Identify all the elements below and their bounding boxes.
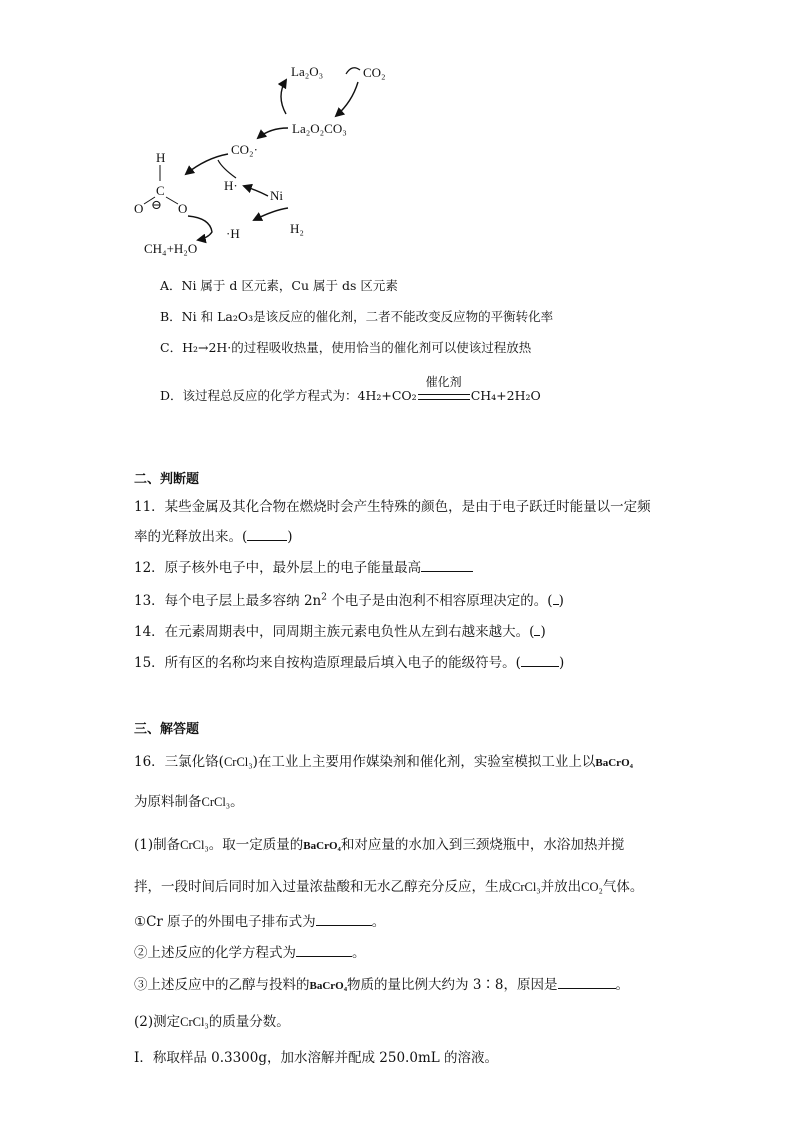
option-b: B．Ni 和 La₂O₃是该反应的催化剂，二者不能改变反应物的平衡转化率	[160, 309, 554, 324]
q13-close: )	[558, 593, 564, 609]
sub3-answer-blank[interactable]	[558, 974, 616, 989]
option-d-prefix: D．该过程总反应的化学方程式为：4H₂+CO₂	[160, 388, 417, 403]
reaction-mechanism-diagram	[120, 50, 440, 265]
minus-sign: ⊖	[151, 197, 162, 212]
q13-line	[134, 589, 564, 609]
sub2-answer-blank[interactable]	[296, 942, 352, 957]
sub3-text2: 物质的量比例大约为 3∶8，原因是	[347, 977, 558, 993]
sub1-text: ①Cr 原子的外围电子排布式为	[134, 914, 316, 930]
option-c: C．H₂→2H·的过程吸收热量，使用恰当的催化剂可以使该过程放热	[160, 340, 532, 355]
co2-formula: CO₂	[581, 880, 603, 894]
sub2-line	[134, 941, 366, 961]
bacro4-formula-2: BaCrO₄	[303, 840, 341, 852]
q13-text: 13．每个电子层上最多容纳 2n	[134, 593, 322, 609]
q13-superscript: 2	[321, 592, 327, 603]
part2-line	[134, 1010, 290, 1030]
arrow-ni-to-h-radical	[244, 186, 268, 196]
arrow-h2-to-h-radical2	[254, 208, 288, 220]
sub3-text1: ③上述反应中的乙醇与投料的	[134, 977, 310, 993]
part1-text5: 并放出	[540, 879, 582, 895]
arrow-la2o2co3-to-co2-radical	[258, 128, 288, 138]
arrow-formate-to-products	[188, 216, 212, 240]
q12-text: 12．原子核外电子中，最外层上的电子能量最高	[134, 560, 422, 576]
sub3-line	[134, 973, 629, 993]
catalyst-label: 催化剂	[425, 375, 462, 389]
co2-radical-label: CO₂·	[231, 142, 258, 157]
q16-text4: 。	[230, 794, 244, 810]
part1-text2: 。取一定质量的	[208, 837, 304, 853]
sub2-end: 。	[352, 945, 366, 961]
sub1-answer-blank[interactable]	[316, 911, 372, 926]
sub2-text: ②上述反应的化学方程式为	[134, 945, 296, 961]
sub1-line	[134, 910, 385, 930]
q12-answer-blank[interactable]	[421, 557, 473, 572]
option-d-suffix: CH₄+2H₂O	[470, 388, 541, 403]
products-label: CH₄+H₂O	[144, 241, 198, 256]
h-radical2-label: ·H	[226, 226, 240, 241]
section3-heading: 三、解答题	[134, 722, 200, 737]
q13-text2: 个电子是由泡利不相容原理决定的。(	[327, 593, 553, 609]
sub3-end: 。	[615, 977, 630, 993]
sub1-end: 。	[371, 914, 386, 930]
bacro4-formula: BaCrO₄	[595, 757, 633, 769]
q16-line2	[134, 790, 244, 810]
q15-line	[134, 651, 564, 671]
option-a: A．Ni 属于 d 区元素，Cu 属于 ds 区元素	[160, 278, 398, 293]
h-atom-label: H	[156, 150, 166, 165]
crcl3-formula-2: CrCl₃	[201, 795, 231, 809]
h-radical-label: H·	[224, 178, 238, 193]
q16-line1	[134, 750, 633, 770]
q12-line	[134, 556, 473, 576]
q11-close: )	[287, 529, 293, 545]
arrow-h-radical-to-formate	[218, 160, 236, 178]
part1-text4: 拌，一段时间后同时加入过量浓盐酸和无水乙醇充分反应，生成	[134, 879, 512, 895]
q14-close: )	[540, 624, 546, 640]
q11-text: 率的光释放出来。(	[134, 529, 248, 545]
o-right-label: O	[178, 201, 188, 216]
q11-answer-blank[interactable]	[247, 526, 287, 541]
part1-line2	[134, 875, 643, 895]
q14-text: 14．在元素周期表中，同周期主族元素电负性从左到右越来越大。(	[134, 624, 535, 640]
arrow-co2-radical-to-formate	[186, 154, 228, 174]
q11-line2	[134, 525, 293, 545]
part1-text6: 气体。	[602, 879, 644, 895]
q16-text1: 16．三氯化铬(	[134, 754, 224, 770]
crcl3-formula-5: CrCl₃	[180, 1015, 209, 1029]
crcl3-formula: CrCl₃	[223, 755, 253, 769]
option-d	[160, 375, 541, 404]
crcl3-formula-3: CrCl₃	[180, 838, 209, 852]
arrow-co2-to-la2o2co3	[336, 82, 358, 116]
h2-label: H₂	[290, 221, 304, 236]
q15-text: 15．所有区的名称均来自按构造原理最后填入电子的能级符号。(	[134, 655, 521, 671]
la2o3-label: La₂O₃	[291, 64, 324, 79]
q11-line1: 11．某些金属及其化合物在燃烧时会产生特殊的颜色，是由于电子跃迁时能量以一定频	[134, 499, 651, 515]
co2-label: CO₂	[363, 65, 386, 80]
catalyst-condition	[417, 375, 471, 403]
arrow-la2o3-to-co2	[346, 68, 360, 74]
la2o2co3-label: La₂O₂CO₃	[292, 121, 347, 136]
q15-answer-blank[interactable]	[521, 652, 559, 667]
bacro4-formula-3: BaCrO₄	[309, 980, 348, 992]
q15-close: )	[558, 655, 565, 671]
part1-text3: 和对应量的水加入到三颈烧瓶中，水浴加热并搅	[340, 837, 625, 853]
part2-text2: 的质量分数。	[208, 1014, 290, 1030]
step-i-line: I．称取样品 0.3300g，加水溶解并配成 250.0mL 的溶液。	[134, 1050, 498, 1066]
part2-text1: (2)测定	[134, 1014, 181, 1030]
arrow-la2o2co3-to-la2o3	[281, 80, 286, 114]
q14-line	[134, 620, 546, 640]
c-o-right-bond	[166, 197, 178, 204]
q16-text2: )在工业上主要用作媒染剂和催化剂，实验室模拟工业上以	[252, 754, 596, 770]
part1-text1: (1)制备	[134, 837, 181, 853]
section2-heading: 二、判断题	[134, 472, 200, 487]
ni-label: Ni	[270, 188, 283, 203]
equation-equals	[418, 394, 470, 400]
q16-text3: 为原料制备	[134, 794, 202, 810]
c-atom-label: C	[156, 183, 165, 198]
part1-line1	[134, 833, 624, 853]
o-left-label: O	[134, 201, 144, 216]
crcl3-formula-4: CrCl₃	[512, 880, 541, 894]
